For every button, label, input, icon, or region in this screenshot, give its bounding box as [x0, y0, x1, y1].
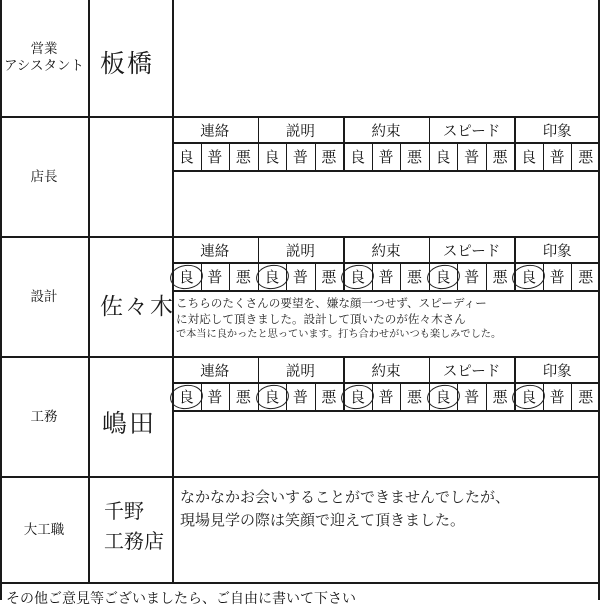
role-text: 工務 — [30, 408, 58, 425]
role-text: 大工職 — [23, 521, 65, 538]
rating-option: 普 — [464, 387, 480, 406]
rating-option: 普 — [292, 387, 308, 406]
rating-option: 悪 — [235, 267, 251, 286]
rating-option: 良 — [435, 267, 451, 286]
comment-line: 現場見学の際は笑顔で迎えて頂きました。 — [180, 511, 466, 529]
rating-option: 普 — [549, 267, 565, 286]
rating-option: 普 — [464, 147, 480, 166]
category-header: 印象 — [542, 243, 572, 260]
rating-option: 悪 — [407, 147, 423, 166]
role-label-manager — [0, 118, 88, 236]
comment-line: こちらのたくさんの要望を、嫌な顔一つせず、スピーディー — [176, 296, 487, 310]
role-label-construction — [0, 358, 88, 476]
rating-option: 良 — [349, 147, 365, 166]
staff-name-design: 佐々木 — [100, 294, 175, 320]
comment-design — [176, 295, 501, 343]
rating-option: 普 — [207, 387, 223, 406]
category-header: 連絡 — [200, 123, 230, 140]
category-header: 約束 — [371, 243, 401, 260]
grid-line — [172, 170, 600, 172]
rating-option: 普 — [549, 147, 565, 166]
rating-option: 普 — [292, 267, 308, 286]
row-divider — [0, 476, 600, 478]
comment-carpenter — [180, 486, 510, 532]
rating-option: 良 — [264, 387, 280, 406]
role-text: 設計 — [30, 288, 58, 305]
rating-option: 悪 — [321, 267, 337, 286]
rating-option: 悪 — [235, 387, 251, 406]
staff-name-construction: 嶋田 — [102, 409, 157, 438]
category-header: スピード — [442, 363, 501, 380]
rating-option: 悪 — [578, 147, 594, 166]
rating-option: 普 — [549, 387, 565, 406]
rating-option: 普 — [207, 267, 223, 286]
label-column-divider — [88, 0, 90, 582]
rating-option: 悪 — [492, 147, 508, 166]
rating-option: 普 — [378, 387, 394, 406]
grid-line — [172, 290, 600, 292]
rating-option: 悪 — [235, 147, 251, 166]
comment-line: に対応して頂きました。設計して頂いたのが佐々木さん — [176, 312, 466, 326]
rating-option: 良 — [349, 267, 365, 286]
category-header: 印象 — [542, 123, 572, 140]
rating-option: 良 — [349, 387, 365, 406]
category-header: 連絡 — [200, 363, 230, 380]
category-header: 約束 — [371, 363, 401, 380]
category-header: 説明 — [285, 243, 315, 260]
role-text: 営業 アシスタント — [3, 41, 85, 74]
rating-option: 良 — [521, 387, 537, 406]
staff-name-assistant: 板橋 — [100, 49, 155, 78]
category-header: 約束 — [371, 123, 401, 140]
role-label-carpenter — [0, 478, 88, 582]
grid-line — [172, 410, 600, 412]
rating-option: 良 — [178, 147, 194, 166]
footer-note: その他ご意見等ございましたら、ご自由に書いて下さい — [6, 591, 356, 607]
comment-line: なかなかお会いすることができませんでしたが、 — [180, 488, 511, 506]
rating-option: 良 — [178, 387, 194, 406]
rating-option: 良 — [264, 267, 280, 286]
rating-option: 良 — [521, 147, 537, 166]
rating-option: 普 — [207, 147, 223, 166]
rating-option: 悪 — [492, 387, 508, 406]
rating-option: 普 — [292, 147, 308, 166]
rating-option: 良 — [435, 387, 451, 406]
comment-line: で本当に良かったと思っています。打ち合わせがいつも楽しみでした。 — [176, 329, 502, 340]
name-line: 工務店 — [104, 529, 164, 553]
rating-option: 良 — [521, 267, 537, 286]
role-label-assistant — [0, 0, 88, 116]
category-header: スピード — [442, 123, 501, 140]
rating-option: 悪 — [407, 267, 423, 286]
rating-option: 普 — [378, 267, 394, 286]
role-text: 店長 — [30, 168, 58, 185]
row-divider — [0, 582, 600, 584]
rating-option: 普 — [464, 267, 480, 286]
rating-option: 悪 — [407, 387, 423, 406]
category-header: スピード — [442, 243, 501, 260]
rating-option: 良 — [435, 147, 451, 166]
rating-option: 悪 — [321, 147, 337, 166]
category-header: 説明 — [285, 123, 315, 140]
rating-option: 悪 — [578, 387, 594, 406]
rating-option: 悪 — [321, 387, 337, 406]
staff-name-carpenter — [104, 496, 164, 556]
category-header: 印象 — [542, 363, 572, 380]
role-label-design — [0, 238, 88, 356]
rating-option: 良 — [178, 267, 194, 286]
rating-option: 悪 — [492, 267, 508, 286]
rating-option: 良 — [264, 147, 280, 166]
rating-option: 悪 — [578, 267, 594, 286]
category-header: 説明 — [285, 363, 315, 380]
rating-option: 普 — [378, 147, 394, 166]
category-header: 連絡 — [200, 243, 230, 260]
name-line: 千野 — [104, 499, 144, 523]
